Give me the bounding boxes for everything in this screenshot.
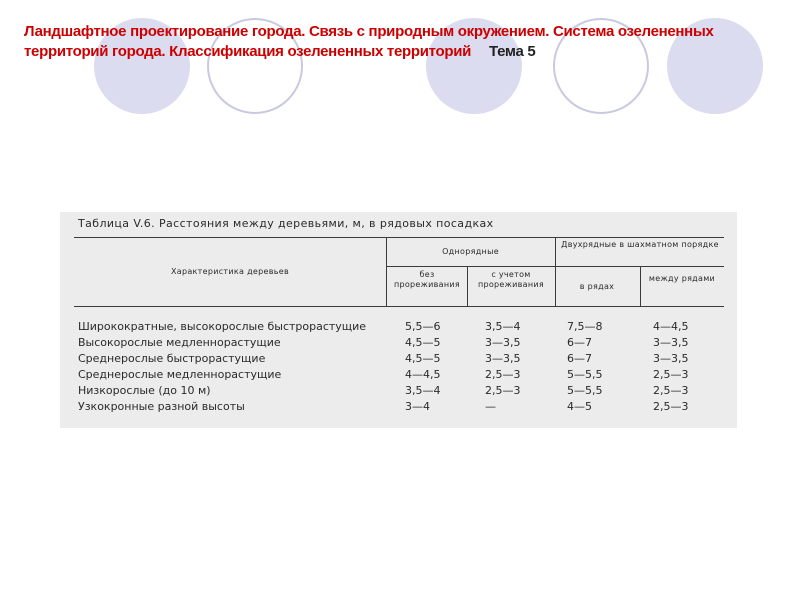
table-row [60,352,737,366]
value-in-rows: 7,5—8 [567,320,603,333]
value-between-rows: 3—3,5 [653,352,689,365]
value-in-rows: 5—5,5 [567,368,603,381]
header-with-thinning: с учетом прореживания [477,270,545,289]
row-name: Среднерослые медленнорастущие [78,368,282,381]
value-with-thinning: 2,5—3 [485,384,521,397]
value-with-thinning: 3,5—4 [485,320,521,333]
header-no-thinning: без прореживания [393,270,461,289]
value-with-thinning: 3—3,5 [485,336,521,349]
rule-header-bottom [74,306,724,307]
value-in-rows: 6—7 [567,336,592,349]
value-between-rows: 3—3,5 [653,336,689,349]
value-with-thinning: — [485,400,496,413]
value-between-rows: 2,5—3 [653,400,689,413]
rule-col-2 [467,266,468,306]
row-name: Широкократные, высокорослые быстрорастущие [78,320,367,333]
table-row [60,368,737,382]
header-between-rows: между рядами [648,274,716,283]
value-with-thinning: 3—3,5 [485,352,521,365]
row-name: Высокорослые медленнорастущие [78,336,281,349]
value-no-thinning: 3,5—4 [405,384,441,397]
table-row [60,320,737,334]
topic-label: Тема 5 [488,43,536,60]
table-row [60,336,737,350]
header-in-rows: в рядах [579,282,615,291]
value-in-rows: 6—7 [567,352,592,365]
row-name: Низкорослые (до 10 м) [78,384,211,397]
slide-title [24,22,764,62]
value-in-rows: 4—5 [567,400,592,413]
value-in-rows: 5—5,5 [567,384,603,397]
value-no-thinning: 4,5—5 [405,336,441,349]
rule-top [74,237,724,238]
table-row [60,384,737,398]
value-no-thinning: 3—4 [405,400,430,413]
scanned-table [60,212,737,428]
table-caption: Таблица V.6. Расстояния между деревьями, м, в рядовых посадках [78,217,494,230]
row-name: Узкокронные разной высоты [78,400,245,413]
header-single-row: Однорядные [442,247,499,256]
value-between-rows: 2,5—3 [653,368,689,381]
rule-col-4 [640,266,641,306]
value-between-rows: 2,5—3 [653,384,689,397]
header-characteristic: Характеристика деревьев [170,267,289,276]
value-with-thinning: 2,5—3 [485,368,521,381]
table-row [60,400,737,414]
value-no-thinning: 4,5—5 [405,352,441,365]
value-between-rows: 4—4,5 [653,320,689,333]
slide-title-text: Ландшафтное проектирование города. Связь с природным окружением. Система озелененных территорий города. Классификация озелененных территорий [24,23,714,60]
row-name: Среднерослые быстрорастущие [78,352,266,365]
header-double-row: Двухрядные в шахматном порядке [561,240,719,249]
rule-col-3 [555,237,556,306]
value-no-thinning: 5,5—6 [405,320,441,333]
value-no-thinning: 4—4,5 [405,368,441,381]
